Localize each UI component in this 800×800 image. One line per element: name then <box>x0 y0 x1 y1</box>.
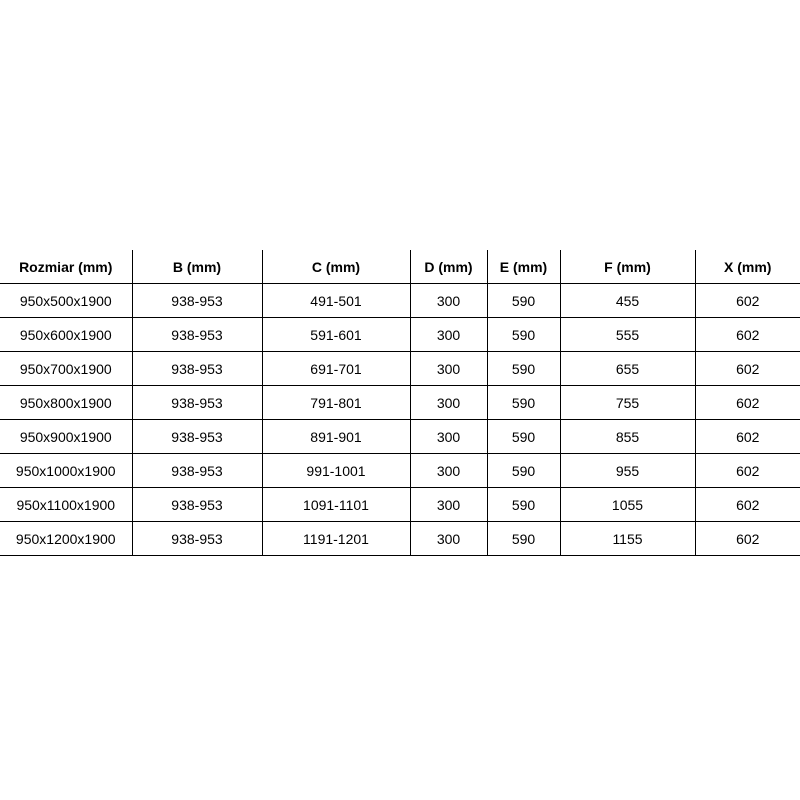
cell-rozmiar: 950x500x1900 <box>0 284 132 318</box>
column-header-f: F (mm) <box>560 250 695 284</box>
cell-f: 655 <box>560 352 695 386</box>
cell-d: 300 <box>410 352 487 386</box>
cell-d: 300 <box>410 488 487 522</box>
cell-x: 602 <box>695 522 800 556</box>
cell-rozmiar: 950x600x1900 <box>0 318 132 352</box>
table-row <box>0 454 800 488</box>
cell-c: 791-801 <box>262 386 410 420</box>
column-header-b: B (mm) <box>132 250 262 284</box>
cell-f: 555 <box>560 318 695 352</box>
cell-d: 300 <box>410 284 487 318</box>
cell-e: 590 <box>487 352 560 386</box>
cell-b: 938-953 <box>132 420 262 454</box>
cell-f: 955 <box>560 454 695 488</box>
table-row <box>0 386 800 420</box>
cell-x: 602 <box>695 284 800 318</box>
cell-e: 590 <box>487 386 560 420</box>
table-row <box>0 352 800 386</box>
cell-b: 938-953 <box>132 352 262 386</box>
cell-d: 300 <box>410 318 487 352</box>
cell-x: 602 <box>695 352 800 386</box>
cell-f: 455 <box>560 284 695 318</box>
cell-x: 602 <box>695 386 800 420</box>
cell-f: 1155 <box>560 522 695 556</box>
cell-rozmiar: 950x800x1900 <box>0 386 132 420</box>
dimensions-table-container <box>0 250 800 556</box>
cell-rozmiar: 950x1000x1900 <box>0 454 132 488</box>
cell-rozmiar: 950x900x1900 <box>0 420 132 454</box>
cell-e: 590 <box>487 284 560 318</box>
cell-d: 300 <box>410 454 487 488</box>
cell-d: 300 <box>410 386 487 420</box>
cell-b: 938-953 <box>132 488 262 522</box>
cell-c: 1091-1101 <box>262 488 410 522</box>
column-header-c: C (mm) <box>262 250 410 284</box>
cell-c: 591-601 <box>262 318 410 352</box>
cell-c: 491-501 <box>262 284 410 318</box>
cell-e: 590 <box>487 454 560 488</box>
cell-e: 590 <box>487 318 560 352</box>
column-header-rozmiar: Rozmiar (mm) <box>0 250 132 284</box>
cell-b: 938-953 <box>132 454 262 488</box>
cell-c: 1191-1201 <box>262 522 410 556</box>
cell-x: 602 <box>695 420 800 454</box>
column-header-e: E (mm) <box>487 250 560 284</box>
table-row <box>0 522 800 556</box>
cell-d: 300 <box>410 420 487 454</box>
table-row <box>0 488 800 522</box>
cell-b: 938-953 <box>132 386 262 420</box>
table-row <box>0 420 800 454</box>
column-header-d: D (mm) <box>410 250 487 284</box>
column-header-x: X (mm) <box>695 250 800 284</box>
table-row <box>0 284 800 318</box>
cell-d: 300 <box>410 522 487 556</box>
table-row <box>0 318 800 352</box>
cell-f: 1055 <box>560 488 695 522</box>
dimensions-table <box>0 250 800 556</box>
table-header-row <box>0 250 800 284</box>
cell-b: 938-953 <box>132 522 262 556</box>
cell-f: 855 <box>560 420 695 454</box>
cell-rozmiar: 950x700x1900 <box>0 352 132 386</box>
cell-rozmiar: 950x1100x1900 <box>0 488 132 522</box>
cell-rozmiar: 950x1200x1900 <box>0 522 132 556</box>
cell-e: 590 <box>487 420 560 454</box>
cell-x: 602 <box>695 488 800 522</box>
cell-e: 590 <box>487 488 560 522</box>
cell-b: 938-953 <box>132 318 262 352</box>
cell-x: 602 <box>695 454 800 488</box>
cell-c: 891-901 <box>262 420 410 454</box>
cell-e: 590 <box>487 522 560 556</box>
cell-c: 691-701 <box>262 352 410 386</box>
cell-b: 938-953 <box>132 284 262 318</box>
cell-c: 991-1001 <box>262 454 410 488</box>
cell-f: 755 <box>560 386 695 420</box>
cell-x: 602 <box>695 318 800 352</box>
